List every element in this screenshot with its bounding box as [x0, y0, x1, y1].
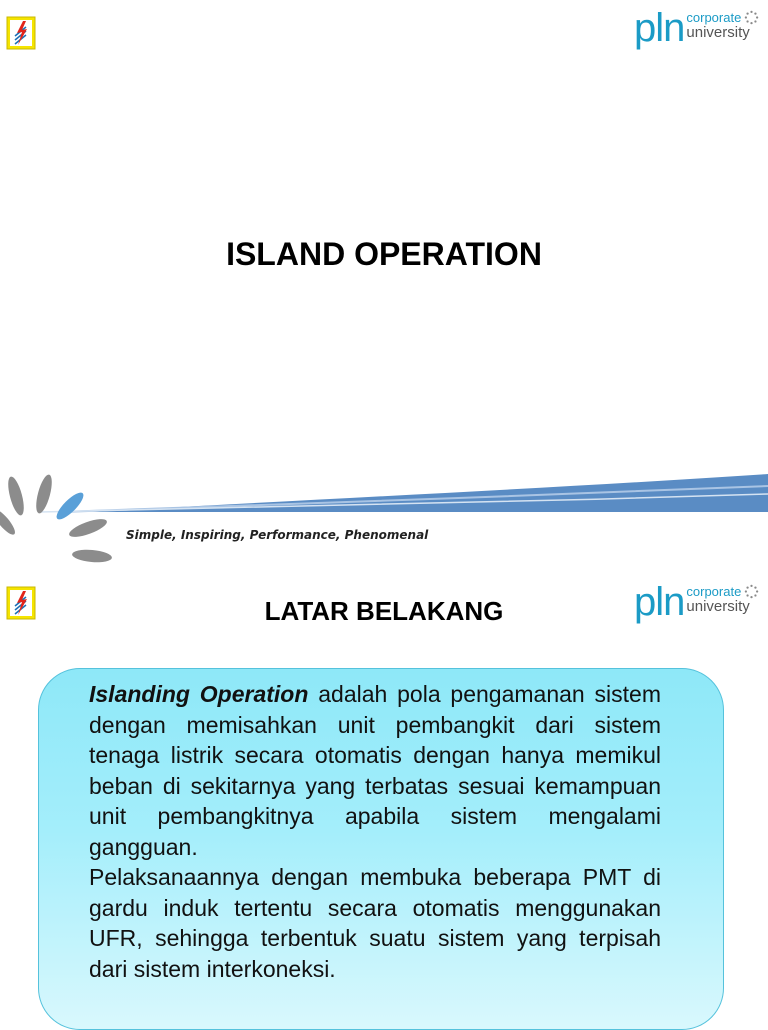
brand-corporate-text: corporate: [686, 583, 742, 599]
content-text: [89, 679, 661, 984]
sun-dots-icon: [744, 10, 759, 25]
pln-lightning-logo-icon: [6, 16, 36, 50]
content-box: [38, 668, 724, 1030]
slide-title: LATAR BELAKANG: [264, 596, 504, 626]
petal-swirl-icon: [0, 472, 120, 576]
definition-text: adalah pola pengamanan sistem dengan memisahkan unit pembangkit dari sistem tenaga listrik secara otomatis dengan hanya memikul beban di sekitarnya yang terbatas sesuai kemampuan unit pembangkitnya apabila sistem mengalami gangguan.: [89, 681, 661, 860]
tagline-text: Simple, Inspiring, Performance, Phenomenal: [126, 528, 429, 542]
pln-corporate-university-brand: [634, 6, 759, 50]
slide-title: ISLAND OPERATION: [226, 236, 542, 272]
background-slide: [0, 576, 768, 1024]
brand-corporate-text: corporate: [686, 9, 742, 25]
paragraph-definition: [89, 679, 661, 862]
paragraph-implementation: Pelaksanaannya dengan membuka beberapa PMT di gardu induk tertentu secara otomatis menggunakan UFR, sehingga terbentuk suatu sistem yang terpisah dari sistem interkoneksi.: [89, 864, 661, 982]
brand-university-text: university: [686, 24, 750, 41]
brand-pln-text: pln: [634, 6, 685, 50]
brand-university-text: university: [686, 598, 750, 615]
term-islanding-operation: Islanding Operation: [89, 681, 309, 707]
brand-pln-text: pln: [634, 580, 685, 624]
